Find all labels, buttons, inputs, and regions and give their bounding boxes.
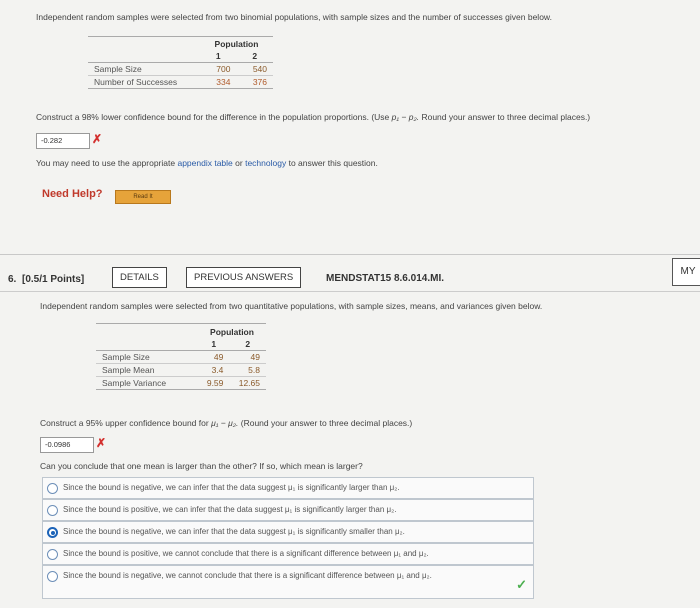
question-points: [0.5/1 Points] (22, 274, 85, 285)
radio-button[interactable] (47, 549, 58, 560)
q5-instruction-post: Round your answer to three decimal places.) (421, 112, 591, 122)
q6-question: Can you conclude that one mean is larger than the other? If so, which mean is larger? (40, 461, 363, 471)
q6-cell: 49 (198, 351, 229, 364)
q5-table-header: Population (214, 39, 259, 49)
option-label: Since the bound is positive, we can infer that the data suggest μ₁ is significantly larger than μ₂. (63, 505, 397, 514)
option-label: Since the bound is negative, we can infer that the data suggest μ₁ is significantly larger than μ₂. (63, 483, 400, 492)
q6-row-label: Sample Mean (96, 364, 198, 377)
q5-cell: 540 (236, 63, 273, 76)
question-code: MENDSTAT15 8.6.014.MI. (326, 273, 444, 284)
q6-table-header: Population (210, 327, 254, 337)
radio-button-selected[interactable] (47, 527, 58, 538)
radio-button[interactable] (47, 505, 58, 516)
q6-instruction-post: (Round your answer to three decimal places.) (240, 418, 413, 428)
read-it-button[interactable]: Read It (115, 190, 171, 204)
option-row-selected[interactable] (42, 521, 534, 543)
q5-note-mid: or (235, 158, 243, 168)
q6-population-table (96, 323, 266, 390)
q6-col-2: 2 (245, 339, 251, 349)
q5-answer-input[interactable]: -0.282 (36, 133, 90, 149)
option-row[interactable] (42, 565, 534, 599)
q5-row-label: Sample Size (88, 63, 200, 76)
incorrect-x-icon: ✗ (96, 436, 107, 450)
q6-cell: 9.59 (198, 377, 229, 390)
previous-answers-button[interactable]: PREVIOUS ANSWERS (186, 267, 301, 288)
radio-button[interactable] (47, 571, 58, 582)
q5-cell: 334 (200, 76, 236, 89)
q5-cell: 700 (200, 63, 236, 76)
q5-row-label: Number of Successes (88, 76, 200, 89)
q5-cell: 376 (236, 76, 273, 89)
q6-row-label: Sample Size (96, 351, 198, 364)
q6-row-label: Sample Variance (96, 377, 198, 390)
q5-instruction-math: p₁ − p₂. (391, 112, 420, 122)
correct-check-icon: ✓ (516, 577, 527, 592)
q5-col-2: 2 (252, 51, 258, 61)
need-help-label: Need Help? (42, 188, 103, 200)
q5-col-1: 1 (215, 51, 221, 61)
q5-intro: Independent random samples were selected from two binomial populations, with sample sizes and the number of successes given below. (36, 12, 552, 22)
q6-cell: 49 (229, 351, 266, 364)
radio-button[interactable] (47, 483, 58, 494)
q5-note-post: to answer this question. (288, 158, 378, 168)
q6-instruction (40, 418, 412, 428)
q5-population-table (88, 36, 273, 89)
q6-cell: 5.8 (229, 364, 266, 377)
technology-link[interactable]: technology (245, 158, 287, 168)
q5-instruction (36, 112, 590, 122)
my-notes-button[interactable]: MY (672, 258, 700, 286)
q5-instruction-pre: Construct a 98% lower confidence bound for the difference in the population proportions. (Use (36, 112, 390, 122)
q5-note-pre: You may need to use the appropriate (36, 158, 176, 168)
details-button[interactable]: DETAILS (112, 267, 167, 288)
q6-cell: 12.65 (229, 377, 266, 390)
q6-col-1: 1 (211, 339, 217, 349)
option-row[interactable] (42, 499, 534, 521)
option-label: Since the bound is negative, we can infer that the data suggest μ₁ is significantly smaller than μ₂. (63, 527, 405, 536)
option-row[interactable] (42, 477, 534, 499)
q6-intro: Independent random samples were selected from two quantitative populations, with sample sizes, means, and variances given below. (40, 301, 543, 311)
q6-answer-input[interactable]: -0.0986 (40, 437, 94, 453)
option-row[interactable] (42, 543, 534, 565)
q6-instruction-pre: Construct a 95% upper confidence bound for (40, 418, 209, 428)
question-number: 6. (8, 274, 17, 285)
q6-cell: 3.4 (198, 364, 229, 377)
incorrect-x-icon: ✗ (92, 132, 103, 146)
option-label: Since the bound is negative, we cannot conclude that there is a significant difference between μ₁ and μ₂. (63, 571, 432, 580)
option-label: Since the bound is positive, we cannot conclude that there is a significant difference between μ₁ and μ₂. (63, 549, 429, 558)
appendix-table-link[interactable]: appendix table (177, 158, 233, 168)
q5-note (36, 158, 378, 168)
q6-instruction-math: μ₁ − μ₂. (211, 418, 239, 428)
